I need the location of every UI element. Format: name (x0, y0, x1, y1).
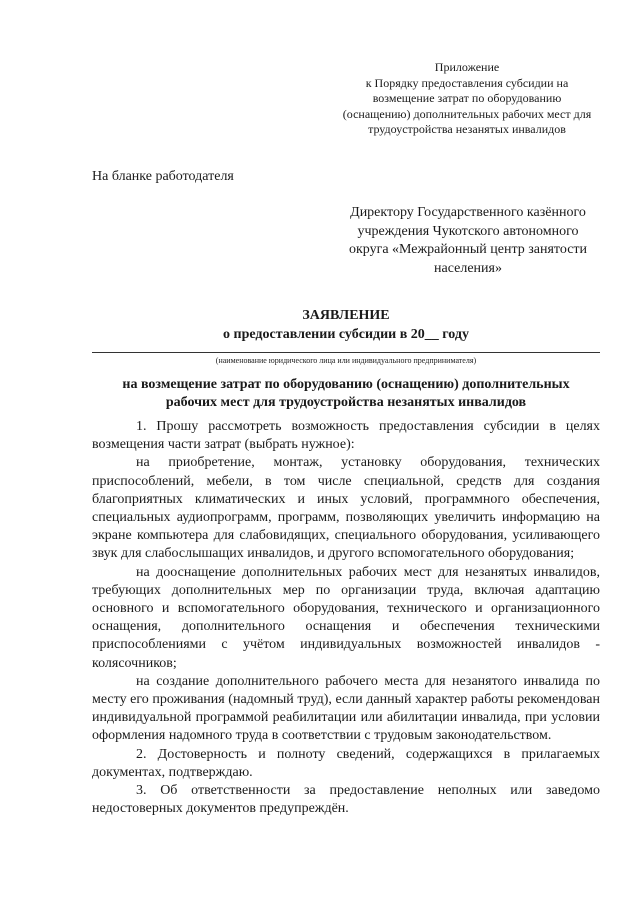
body-paragraph: на дооснащение дополнительных рабочих мест для незанятых инвалидов, требующих дополнительных мер по организации труда, включая адаптацию основного и вспомогательного оборудования, технического и организационного оснащения, дополнительного оснащения и обеспечения техническими приспособлениями с учётом индивидуальных возможностей инвалидов - колясочников; (92, 564, 600, 671)
addressee-line: Директору Государственного казённого (350, 205, 586, 220)
addressee-line: округа «Межрайонный центр занятости (348, 242, 588, 257)
body-paragraph: 1. Прошу рассмотреть возможность предоставления субсидии в целях возмещения части затрат (выбрать нужное): (92, 419, 600, 453)
body-paragraph: на приобретение, монтаж, установку оборудования, технических приспособлений, мебели, в том числе специальной, средств для создания благоприятных климатических и иных условий, программного обеспечения, специальных аудиопрограмм, программ, позволяющих увеличить информацию на экране компьютера для слабовидящих, специального оборудования, усиливающего звук для слабослышащих инвалидов, и другого вспомогательного оборудования; (92, 455, 600, 562)
appendix-line: Приложение (434, 60, 500, 74)
letterhead-note: На бланке работодателя (92, 169, 234, 184)
document-title-main: ЗАЯВЛЕНИЕ (302, 308, 390, 323)
appendix-line: возмещение затрат по оборудованию (372, 91, 562, 105)
document-subtitle (92, 376, 600, 412)
applicant-name-caption: (наименование юридического лица или индивидуального предпринимателя) (215, 356, 477, 365)
appendix-line: трудоустройства незанятых инвалидов (368, 122, 566, 136)
document-body (92, 418, 600, 818)
appendix-header (322, 60, 612, 138)
appendix-line: к Порядку предоставления субсидии на (365, 75, 569, 90)
addressee-block (318, 204, 618, 278)
appendix-line: (оснащению) дополнительных рабочих мест для (342, 106, 592, 121)
body-paragraph: 2. Достоверность и полноту сведений, содержащихся в прилагаемых документах, подтверждаю. (92, 746, 600, 780)
document-title (92, 306, 600, 344)
subtitle-line: на возмещение затрат по оборудованию (оснащению) дополнительных (122, 377, 570, 392)
addressee-line: населения» (434, 260, 502, 276)
body-paragraph: на создание дополнительного рабочего места для незанятого инвалида по месту его проживания (надомный труд), если данный характер работы рекомендован индивидуальной программой реабилитации или абилитации инвалида, при условии оформления надомного труда в соответствии с трудовым законодательством. (92, 673, 600, 744)
document-title-sub: о предоставлении субсидии в 20__ году (223, 327, 469, 342)
subtitle-line: рабочих мест для трудоустройства незанятых инвалидов (165, 395, 527, 410)
applicant-name-line (92, 352, 600, 353)
body-paragraph: 3. Об ответственности за предоставление неполных или заведомо недостоверных документов предупреждён. (92, 783, 600, 817)
addressee-line: учреждения Чукотского автономного (357, 223, 579, 239)
